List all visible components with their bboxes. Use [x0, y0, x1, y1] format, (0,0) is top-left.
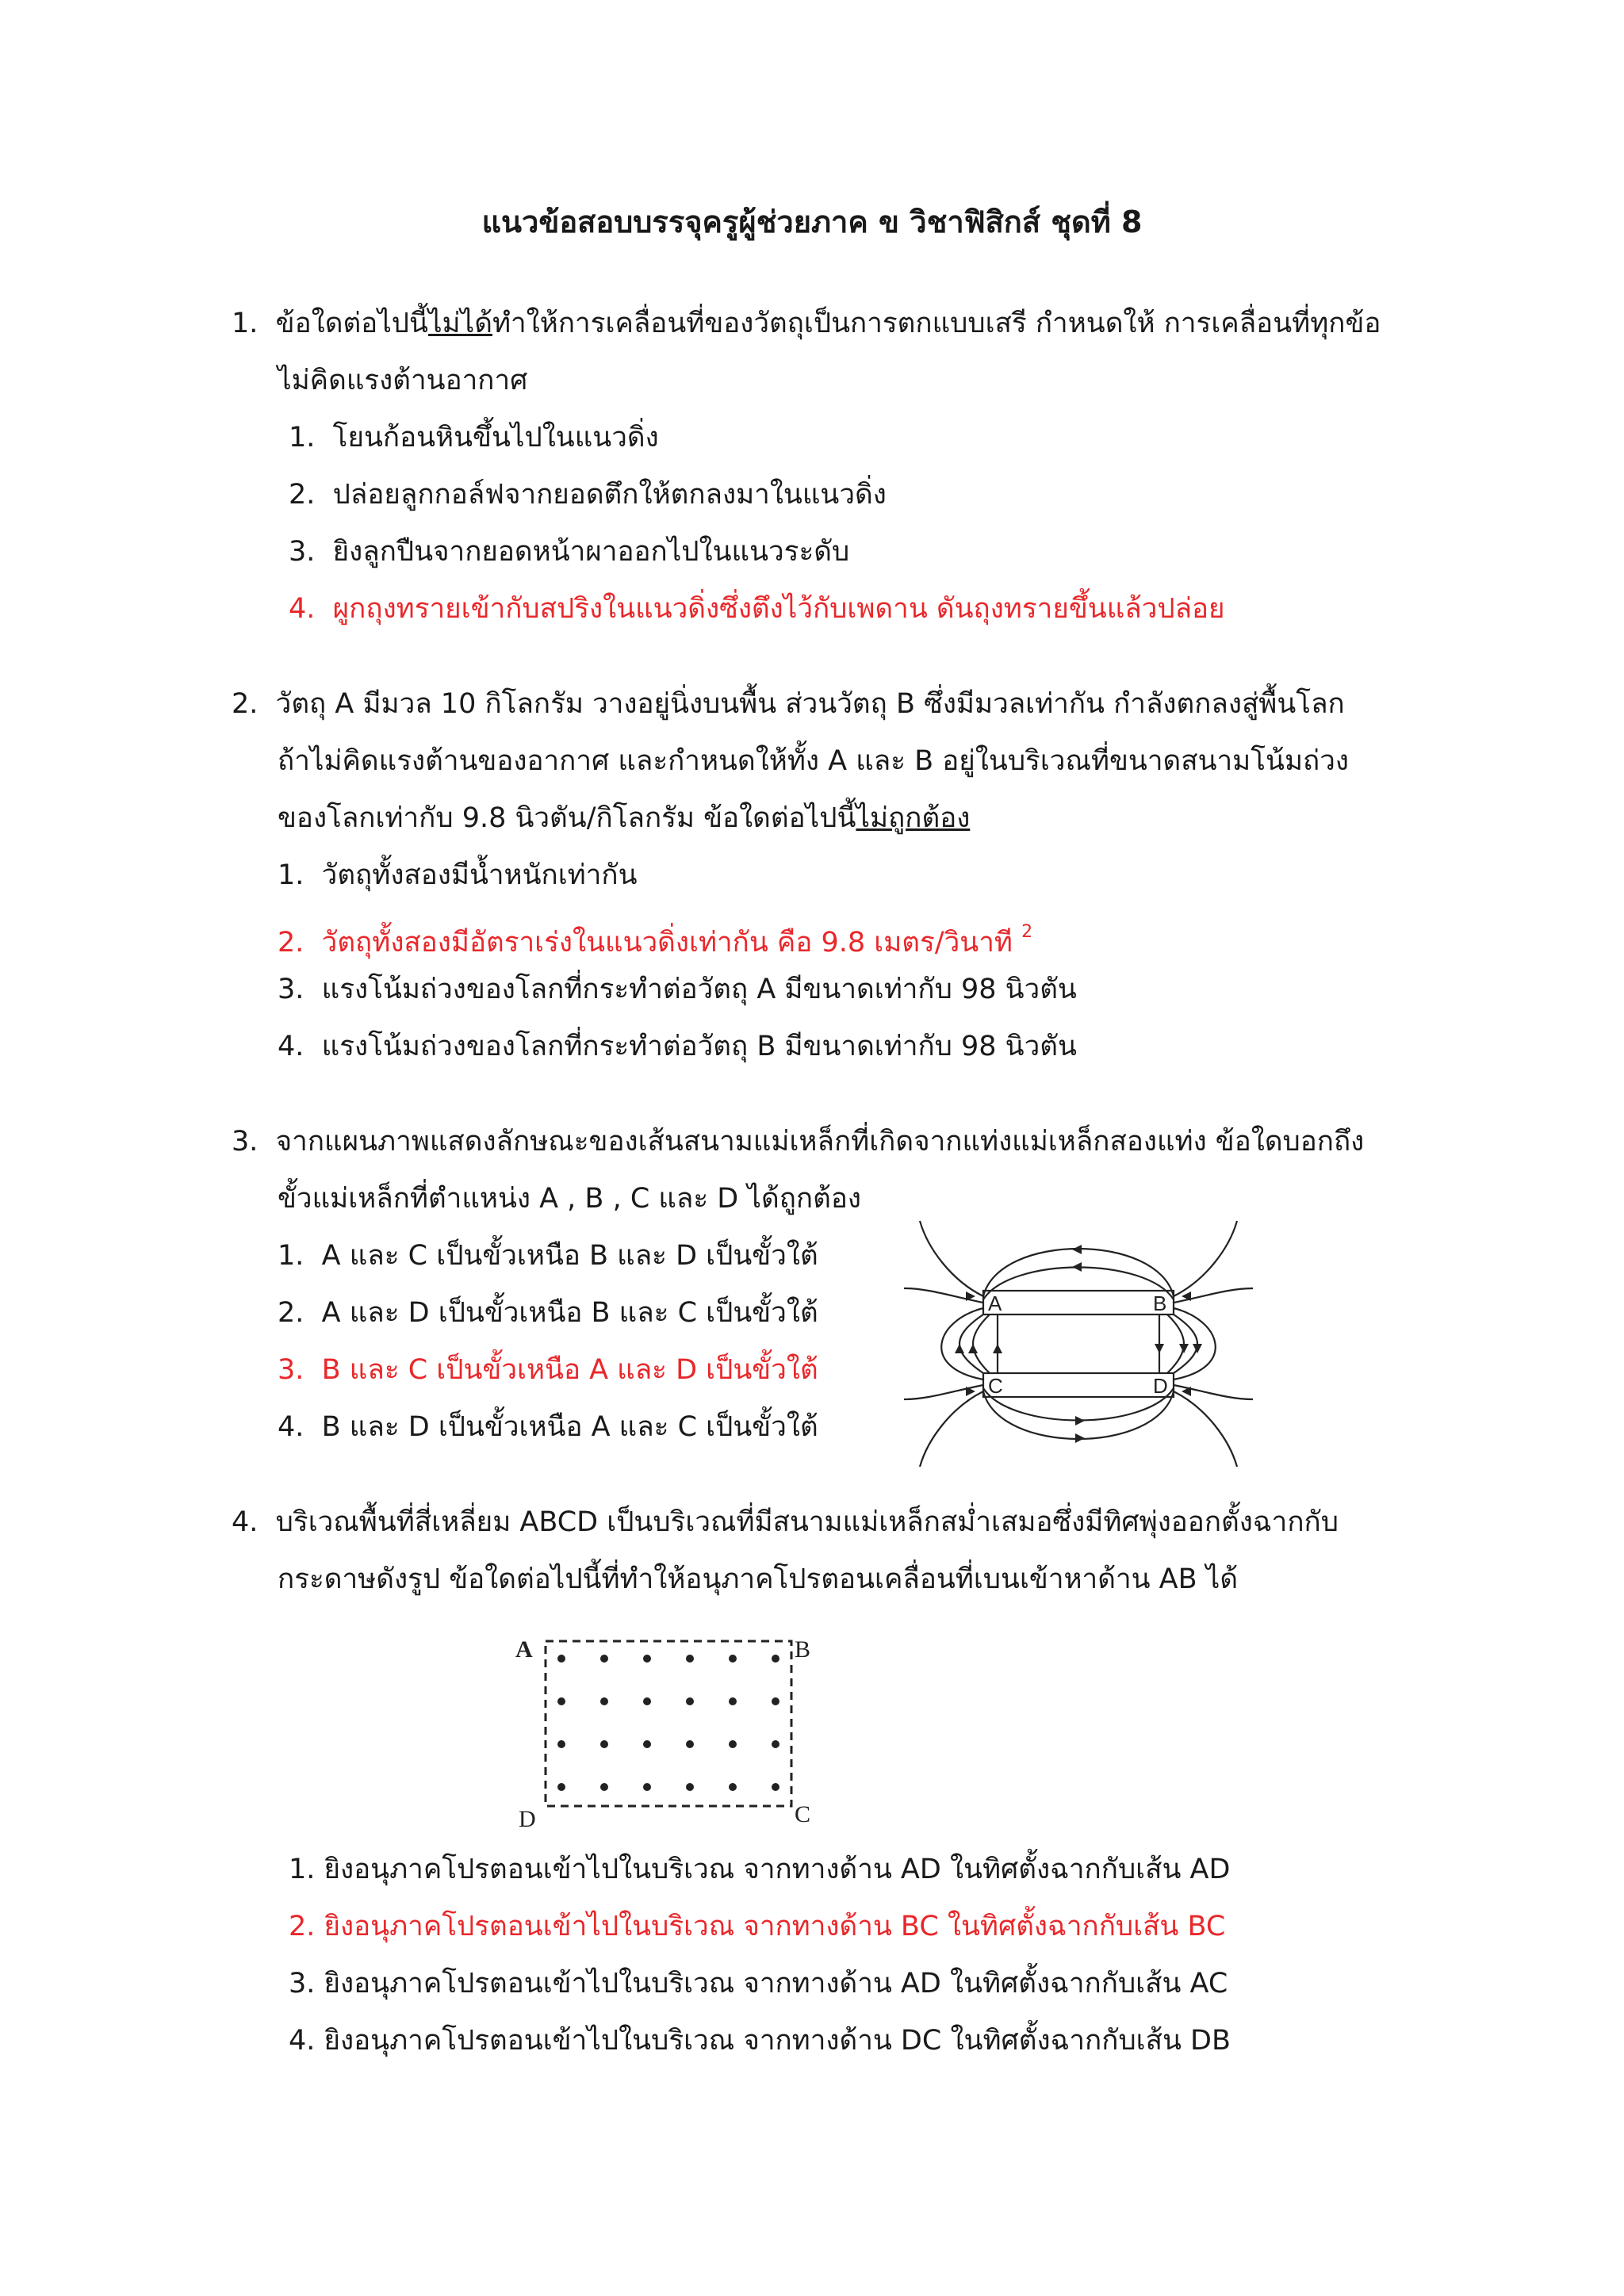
field-dot [729, 1697, 737, 1705]
magnet-bottom-bar [983, 1373, 1174, 1397]
q3-choice-1-num: 1. [278, 1240, 304, 1272]
field-dot [772, 1740, 779, 1748]
field-dot [600, 1740, 608, 1748]
field-line-fan-rt [1174, 1221, 1237, 1296]
q2-line3-a: ของโลกเท่ากับ 9.8 นิวตัน/กิโลกรัม ข้อใดต่อไปนี้ [278, 802, 856, 834]
q4-choice-3-num: 3. [289, 1968, 316, 1999]
field-dot [643, 1697, 651, 1705]
q2-stem-line2: ถ้าไม่คิดแรงต้านของอากาศ และกำหนดให้ทั้ง A และ B อยู่ในบริเวณที่ขนาดสนามโน้มถ่วง [278, 745, 1349, 777]
magnet-field-diagram [904, 1217, 1253, 1471]
field-dot [729, 1655, 737, 1663]
magnetic-field-region-diagram [508, 1625, 841, 1831]
field-dots [557, 1655, 779, 1791]
page-title: แนวข้อสอบบรรจุครูผู้ช่วยภาค ข วิชาฟิสิกส์ ชุดที่ 8 [481, 205, 1143, 239]
q3-choice-2-num: 2. [278, 1297, 304, 1329]
q1-choice-3 [289, 530, 849, 574]
arrow-top-inner [1072, 1262, 1082, 1272]
field-line-fan-lt [920, 1221, 983, 1296]
q3-choice-1-text: A และ C เป็นขั้วเหนือ B และ D เป็นขั้วใต้ [321, 1240, 818, 1272]
field-dot [600, 1783, 608, 1791]
q4-choice-4 [289, 2019, 1231, 2063]
q2-choice-3-num: 3. [278, 974, 304, 1005]
q1-choice-2 [289, 473, 887, 517]
field-dot [686, 1697, 694, 1705]
corner-label-c: C [795, 1801, 811, 1827]
q3-stem-line1 [232, 1119, 1364, 1164]
q1-stem-a: ข้อใดต่อไปนี้ [275, 308, 428, 339]
q1-choice-2-num: 2. [289, 479, 316, 511]
field-dot [557, 1783, 565, 1791]
field-line-fan-rb [1174, 1391, 1237, 1467]
field-line-top-outer [983, 1249, 1174, 1296]
field-dot [600, 1697, 608, 1705]
magnet-field-svg [904, 1217, 1253, 1471]
q3-choice-4-num: 4. [278, 1411, 304, 1443]
q3-choice-3-num: 3. [278, 1354, 304, 1386]
q4-choice-4-num: 4. [289, 2025, 316, 2057]
q1-stem-underlined: ไม่ได้ [427, 308, 492, 339]
q1-stem-line2: ไม่คิดแรงต้านอากาศ [278, 365, 528, 396]
corner-label-a: A [515, 1636, 533, 1663]
q1-choice-1-text: โยนก้อนหินขึ้นไปในแนวดิ่ง [332, 422, 659, 453]
q3-number: 3. [232, 1126, 259, 1158]
pole-label-d: D [1153, 1374, 1168, 1398]
q4-choice-3-text: ยิงอนุภาคโปรตอนเข้าไปในบริเวณ จากทางด้าน AD ในทิศตั้งฉากกับเส้น AC [324, 1968, 1228, 1999]
q2-line1: วัตถุ A มีมวล 10 กิโลกรัม วางอยู่นิ่งบนพื้น ส่วนวัตถุ B ซึ่งมีมวลเท่ากัน กำลังตกลงสู่พื้นโลก [275, 688, 1345, 720]
field-dot [772, 1697, 779, 1705]
q3-choice-4-text: B และ D เป็นขั้วเหนือ A และ C เป็นขั้วใต้ [321, 1411, 818, 1443]
q1-stem-b: ทำให้การเคลื่อนที่ของวัตถุเป็นการตกแบบเสรี กำหนดให้ การเคลื่อนที่ทุกข้อ [492, 308, 1381, 339]
q2-choice-2-superscript: 2 [1021, 922, 1033, 942]
arrow-left-2 [968, 1344, 978, 1353]
region-dashed-border [546, 1641, 791, 1806]
arrow-right-1 [1193, 1344, 1202, 1353]
field-dot [557, 1655, 565, 1663]
corner-label-d: D [519, 1806, 536, 1831]
field-line-bottom-inner [983, 1388, 1174, 1421]
q1-choice-1 [289, 415, 659, 460]
field-dot [600, 1655, 608, 1663]
q2-choice-4-num: 4. [278, 1031, 304, 1062]
pole-label-a: A [988, 1292, 1002, 1315]
q4-number: 4. [232, 1506, 259, 1538]
q2-choice-4 [278, 1024, 1077, 1069]
arrow-bottom-inner [1075, 1416, 1085, 1425]
field-line-fan-lb [920, 1391, 983, 1467]
q1-choice-2-text: ปล่อยลูกกอล์ฟจากยอดตึกให้ตกลงมาในแนวดิ่ง [332, 479, 887, 511]
field-line-top-inner [983, 1268, 1174, 1300]
q3-choice-2 [278, 1291, 818, 1335]
field-dot [729, 1783, 737, 1791]
q1-number: 1. [232, 308, 259, 339]
q2-choice-2-answer [278, 910, 1032, 965]
q1-choice-3-text: ยิงลูกปืนจากยอดหน้าผาออกไปในแนวระดับ [332, 536, 850, 568]
field-region-svg [508, 1625, 841, 1831]
arrow-left-1 [955, 1344, 964, 1353]
field-line-left-2 [973, 1314, 990, 1373]
q3-choice-2-text: A และ D เป็นขั้วเหนือ B และ C เป็นขั้วใต้ [321, 1297, 818, 1329]
arrow-right-3 [1155, 1344, 1164, 1353]
q4-choice-1 [289, 1847, 1230, 1892]
q4-choice-1-num: 1. [289, 1854, 316, 1885]
q3-stem-line2: ขั้วแม่เหล็กที่ตำแหน่ง A , B , C และ D ได้ถูกต้อง [278, 1183, 861, 1215]
q4-choice-2-answer [289, 1904, 1225, 1949]
q4-choice-2-num: 2. [289, 1911, 316, 1942]
arrow-bottom-outer [1075, 1433, 1085, 1443]
field-dot [557, 1697, 565, 1705]
q2-choice-3 [278, 967, 1077, 1012]
q3-line1: จากแผนภาพแสดงลักษณะของเส้นสนามแม่เหล็กที่เกิดจากแท่งแม่เหล็กสองแท่ง ข้อใดบอกถึง [275, 1126, 1365, 1158]
q4-line1: บริเวณพื้นที่สี่เหลี่ยม ABCD เป็นบริเวณที่มีสนามแม่เหล็กสม่ำเสมอซึ่งมีทิศพุ่งออกตั้งฉากกับ [275, 1506, 1339, 1538]
q1-choice-4-text: ผูกถุงทรายเข้ากับสปริงในแนวดิ่งซึ่งตึงไว้กับเพดาน ดันถุงทรายขึ้นแล้วปล่อย [332, 593, 1225, 625]
q2-choice-4-text: แรงโน้มถ่วงของโลกที่กระทำต่อวัตถุ B มีขนาดเท่ากับ 98 นิวตัน [321, 1031, 1077, 1062]
field-dot [643, 1783, 651, 1791]
field-dot [557, 1740, 565, 1748]
magnet-top-bar [983, 1291, 1174, 1314]
q2-stem-line3 [278, 796, 970, 840]
pole-label-c: C [988, 1374, 1003, 1398]
q2-stem-line1 [232, 682, 1345, 726]
field-dot [686, 1740, 694, 1748]
q2-number: 2. [232, 688, 259, 720]
field-dot [686, 1655, 694, 1663]
q4-choice-4-text: ยิงอนุภาคโปรตอนเข้าไปในบริเวณ จากทางด้าน DC ในทิศตั้งฉากกับเส้น DB [324, 2025, 1231, 2057]
q4-choice-2-text: ยิงอนุภาคโปรตอนเข้าไปในบริเวณ จากทางด้าน BC ในทิศตั้งฉากกับเส้น BC [324, 1911, 1226, 1942]
q3-choice-1 [278, 1234, 818, 1278]
q4-choice-1-text: ยิงอนุภาคโปรตอนเข้าไปในบริเวณ จากทางด้าน AD ในทิศตั้งฉากกับเส้น AD [324, 1854, 1231, 1885]
pole-label-b: B [1153, 1292, 1167, 1315]
q1-choice-4-answer [289, 587, 1225, 631]
q4-stem-line2: กระดาษดังรูป ข้อใดต่อไปนี้ที่ทำให้อนุภาคโปรตอนเคลื่อนที่เบนเข้าหาด้าน AB ได้ [278, 1563, 1239, 1595]
q1-choice-4-num: 4. [289, 593, 316, 625]
q3-choice-3-answer [278, 1348, 818, 1392]
q3-choice-4 [278, 1405, 818, 1449]
q3-choice-3-text: B และ C เป็นขั้วเหนือ A และ D เป็นขั้วใต้ [321, 1354, 818, 1386]
arrow-top-outer [1072, 1245, 1082, 1254]
arrow-left-3 [993, 1344, 1002, 1353]
field-line-bottom-outer [983, 1391, 1174, 1439]
q2-choice-1-num: 1. [278, 859, 304, 891]
q4-choice-3 [289, 1961, 1228, 2006]
field-dot [686, 1783, 694, 1791]
corner-label-b: B [795, 1636, 811, 1663]
arrow-right-2 [1179, 1344, 1189, 1353]
field-dot [729, 1740, 737, 1748]
q2-line3-underlined: ไม่ถูกต้อง [856, 802, 971, 834]
q2-choice-2-text: วัตถุทั้งสองมีอัตราเร่งในแนวดิ่งเท่ากัน คือ 9.8 เมตร/วินาที [321, 927, 1013, 959]
q1-stem-line1 [232, 301, 1381, 346]
q1-choice-1-num: 1. [289, 422, 316, 453]
field-dot [772, 1655, 779, 1663]
field-line-left-1 [959, 1314, 983, 1373]
field-dot [772, 1783, 779, 1791]
q2-choice-1 [278, 853, 638, 897]
field-dot [643, 1655, 651, 1663]
q1-choice-3-num: 3. [289, 536, 316, 568]
q4-stem-line1 [232, 1500, 1339, 1544]
q2-choice-3-text: แรงโน้มถ่วงของโลกที่กระทำต่อวัตถุ A มีขนาดเท่ากับ 98 นิวตัน [321, 974, 1077, 1005]
q2-choice-1-text: วัตถุทั้งสองมีน้ำหนักเท่ากัน [321, 859, 638, 891]
field-dot [643, 1740, 651, 1748]
q2-choice-2-num: 2. [278, 927, 304, 959]
